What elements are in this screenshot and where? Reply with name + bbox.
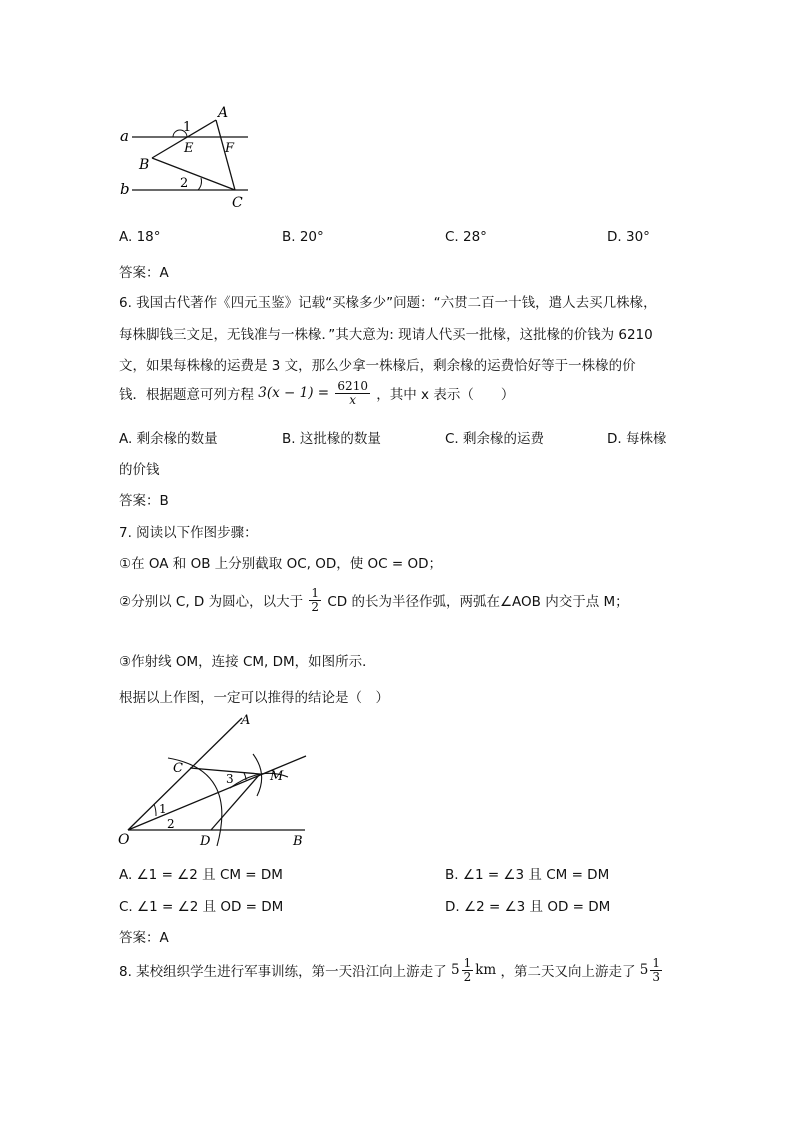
q7-step2-post: CD 的长为半径作弧，两弧在∠AOB 内交于点 M； [327, 594, 629, 611]
q6-option-c[interactable]: C. 剩余椽的运费 [445, 431, 545, 447]
q6-line4-post: ，其中 x 表示（ ） [376, 387, 515, 404]
label-M: M [270, 769, 284, 784]
label-F: F [225, 141, 235, 156]
q7-step1: ①在 OA 和 OB 上分别截取 OC, OD，使 OC = OD； [119, 556, 442, 572]
angle1-arc [154, 804, 156, 816]
angle2-arc [198, 178, 202, 190]
label-A: A [218, 105, 229, 121]
label-A: A [241, 713, 251, 728]
q5-option-c[interactable]: C. 28° [445, 229, 487, 245]
q5-option-b[interactable]: B. 20° [282, 229, 324, 245]
segment-BC [152, 158, 235, 190]
label-O: O [118, 832, 130, 848]
figure-angle-bisector [110, 708, 320, 853]
q6-option-d[interactable]: D. 每株椽 [607, 431, 667, 447]
q6-option-a[interactable]: A. 剩余椽的数量 [119, 431, 218, 447]
segment-CM [190, 768, 260, 774]
q8-mixed1-numerator: 1 [463, 956, 472, 970]
q5-answer: 答案：A [119, 265, 169, 281]
q6-text-line4 [119, 380, 514, 406]
label-angle2: 2 [180, 176, 189, 191]
q7-step2 [119, 587, 629, 613]
q8-mixed2-fraction [650, 957, 662, 983]
q8-mixed1-fraction [462, 957, 474, 983]
q6-text-line3: 文，如果每株椽的运费是 3 文，那么少拿一株椽后，剩余椽的运费恰好等于一株椽的价 [119, 358, 636, 374]
q7-option-a[interactable]: A. ∠1 = ∠2 且 CM = DM [119, 867, 283, 883]
q6-line4-pre: 钱．根据题意可列方程 [119, 387, 254, 404]
label-angle1: 1 [183, 120, 192, 135]
label-B: B [293, 834, 303, 849]
q8-mixed2-whole: 5 [639, 962, 649, 979]
q8-mid: ，第二天又向上游走了 [500, 964, 636, 981]
q7-conclusion: 根据以上作图，一定可以推得的结论是（ ） [119, 690, 389, 706]
label-D: D [200, 834, 211, 849]
q6-text-line1: 6. 我国古代著作《四元玉鉴》记载“买椽多少”问题：“六贯二百一十钱，遣人去买几株椽， [119, 295, 657, 311]
q8-pre: 8. 某校组织学生进行军事训练，第一天沿江向上游走了 [119, 964, 447, 981]
figure-parallel-lines [110, 100, 270, 215]
q7-answer: 答案：A [119, 930, 169, 946]
q6-fraction-denominator: x [349, 392, 357, 407]
q6-equation-lhs: 3(x − 1) = [258, 385, 330, 402]
q7-option-b[interactable]: B. ∠1 = ∠3 且 CM = DM [445, 867, 610, 883]
q8-mixed2-numerator: 1 [652, 956, 661, 970]
q8-text [119, 957, 664, 983]
ray-OM [128, 756, 306, 830]
label-C: C [232, 195, 243, 211]
label-b: b [120, 180, 130, 198]
label-a: a [120, 127, 129, 145]
label-E: E [184, 141, 194, 156]
q7-step2-fraction [309, 587, 321, 613]
q5-option-a[interactable]: A. 18° [119, 229, 161, 245]
segment-DM [211, 774, 260, 830]
q8-mixed2-denominator: 3 [652, 969, 661, 984]
q7-option-c[interactable]: C. ∠1 = ∠2 且 OD = DM [119, 899, 284, 915]
label-B: B [139, 157, 150, 173]
label-angle3: 3 [226, 772, 234, 786]
q5-option-d[interactable]: D. 30° [607, 229, 650, 245]
label-angle2: 2 [167, 817, 175, 831]
q8-mixed1-whole: 5 [450, 962, 460, 979]
q8-mixed1-denominator: 2 [463, 969, 472, 984]
q6-option-d-continued: 的价钱 [119, 462, 160, 478]
q6-option-b[interactable]: B. 这批椽的数量 [282, 431, 381, 447]
q6-text-line2: 每株脚钱三文足，无钱准与一株椽．”其大意为: 现请人代买一批椽，这批椽的价钱为 6210 [119, 327, 653, 343]
label-C: C [173, 761, 183, 776]
q7-option-d[interactable]: D. ∠2 = ∠3 且 OD = DM [445, 899, 611, 915]
q7-fraction-numerator: 1 [311, 586, 320, 600]
label-angle1: 1 [159, 802, 167, 816]
q7-fraction-denominator: 2 [311, 599, 320, 614]
q7-step2-pre: ②分别以 C, D 为圆心，以大于 [119, 594, 304, 611]
q7-title: 7. 阅读以下作图步骤： [119, 525, 258, 541]
q8-unit: km [475, 962, 497, 979]
q6-answer: 答案：B [119, 493, 169, 509]
q6-fraction-numerator: 6210 [337, 379, 368, 393]
q6-equation-fraction [335, 380, 370, 406]
q7-step3: ③作射线 OM，连接 CM, DM，如图所示． [119, 654, 376, 670]
